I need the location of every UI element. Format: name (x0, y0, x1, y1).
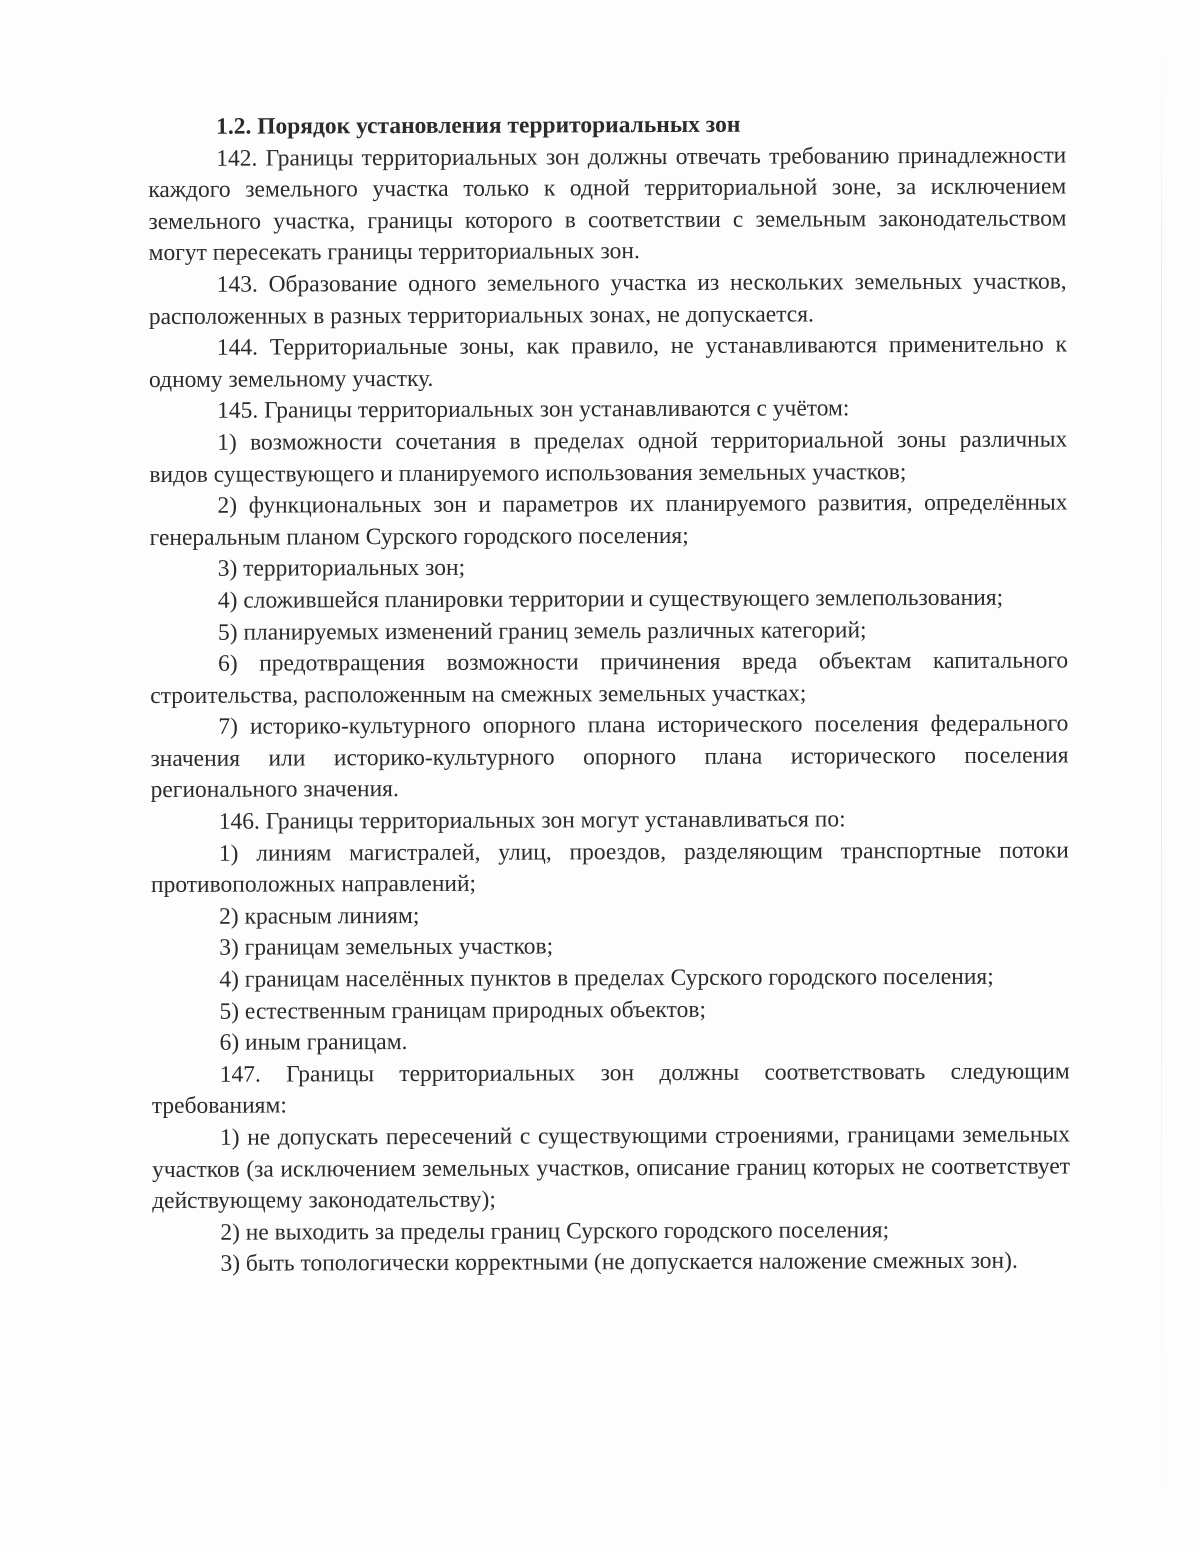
clause-145-item-1: 1) возможности сочетания в пределах одной территориальной зоны различных видов существующего и планируемого использования земельных участков; (149, 426, 1068, 488)
clause-146-item-6: 6) иным границам. (219, 1029, 408, 1056)
section-heading: 1.2. Порядок установления территориальных зон (216, 111, 741, 140)
clause-143: 143. Образование одного земельного участка из нескольких земельных участков, расположенных в разных территориальных зонах, не допускается. (148, 268, 1067, 330)
clause-142: 142. Границы территориальных зон должны отвечать требованию принадлежности каждого земельного участка только к одной территориальной зоне, за исключением земельного участка, границы которого в соответствии с земельным законодательством могут пересекать границы территориальных зон. (148, 142, 1067, 267)
clause-145-item-2: 2) функциональных зон и параметров их планируемого развития, определённых генеральным планом Сурского городского поселения; (149, 489, 1068, 551)
document-body (148, 108, 1070, 1280)
clause-147-item-2: 2) не выходить за пределы границ Сурского городского поселения; (220, 1216, 890, 1246)
clause-147: 147. Границы территориальных зон должны соответствовать следующим требованиям: (151, 1058, 1070, 1120)
clause-146-item-2: 2) красным линиям; (219, 902, 420, 930)
clause-147-item-1: 1) не допускать пересечений с существующими строениями, границами земельных участков (за исключением земельных участков, описание границ которых не соответствует действующему законодательству); (152, 1121, 1071, 1215)
scan-edge-shadow (1161, 50, 1162, 1500)
clause-146: 146. Границы территориальных зон могут устанавливаться по: (218, 806, 846, 835)
clause-145-item-3: 3) территориальных зон; (217, 555, 466, 583)
clause-145-item-5: 5) планируемых изменений границ земель различных категорий; (217, 616, 867, 646)
clause-146-item-1: 1) линиям магистралей, улиц, проездов, разделяющим транспортные потоки противоположных направлений; (150, 837, 1069, 899)
clause-144: 144. Территориальные зоны, как правило, не устанавливаются применительно к одному земельному участку. (148, 331, 1067, 393)
clause-146-item-4: 4) границам населённых пунктов в пределах Сурского городского поселения; (219, 963, 994, 993)
clause-145-item-7: 7) историко-культурного опорного плана исторического поселения федерального значения или историко-культурного опорного плана исторического поселения регионального значения. (150, 710, 1069, 804)
clause-146-item-3: 3) границам земельных участков; (219, 933, 554, 962)
clause-145-item-4: 4) сложившейся планировки территории и существующего землепользования; (217, 584, 1004, 614)
clause-145: 145. Границы территориальных зон устанавливаются с учётом: (217, 395, 850, 425)
clause-145-item-6: 6) предотвращения возможности причинения вреда объектам капитального строительства, расположенным на смежных земельных участках; (150, 647, 1069, 709)
clause-147-item-3: 3) быть топологически корректными (не допускается наложение смежных зон). (220, 1248, 1018, 1278)
clause-146-item-5: 5) естественным границам природных объектов; (219, 996, 707, 1025)
